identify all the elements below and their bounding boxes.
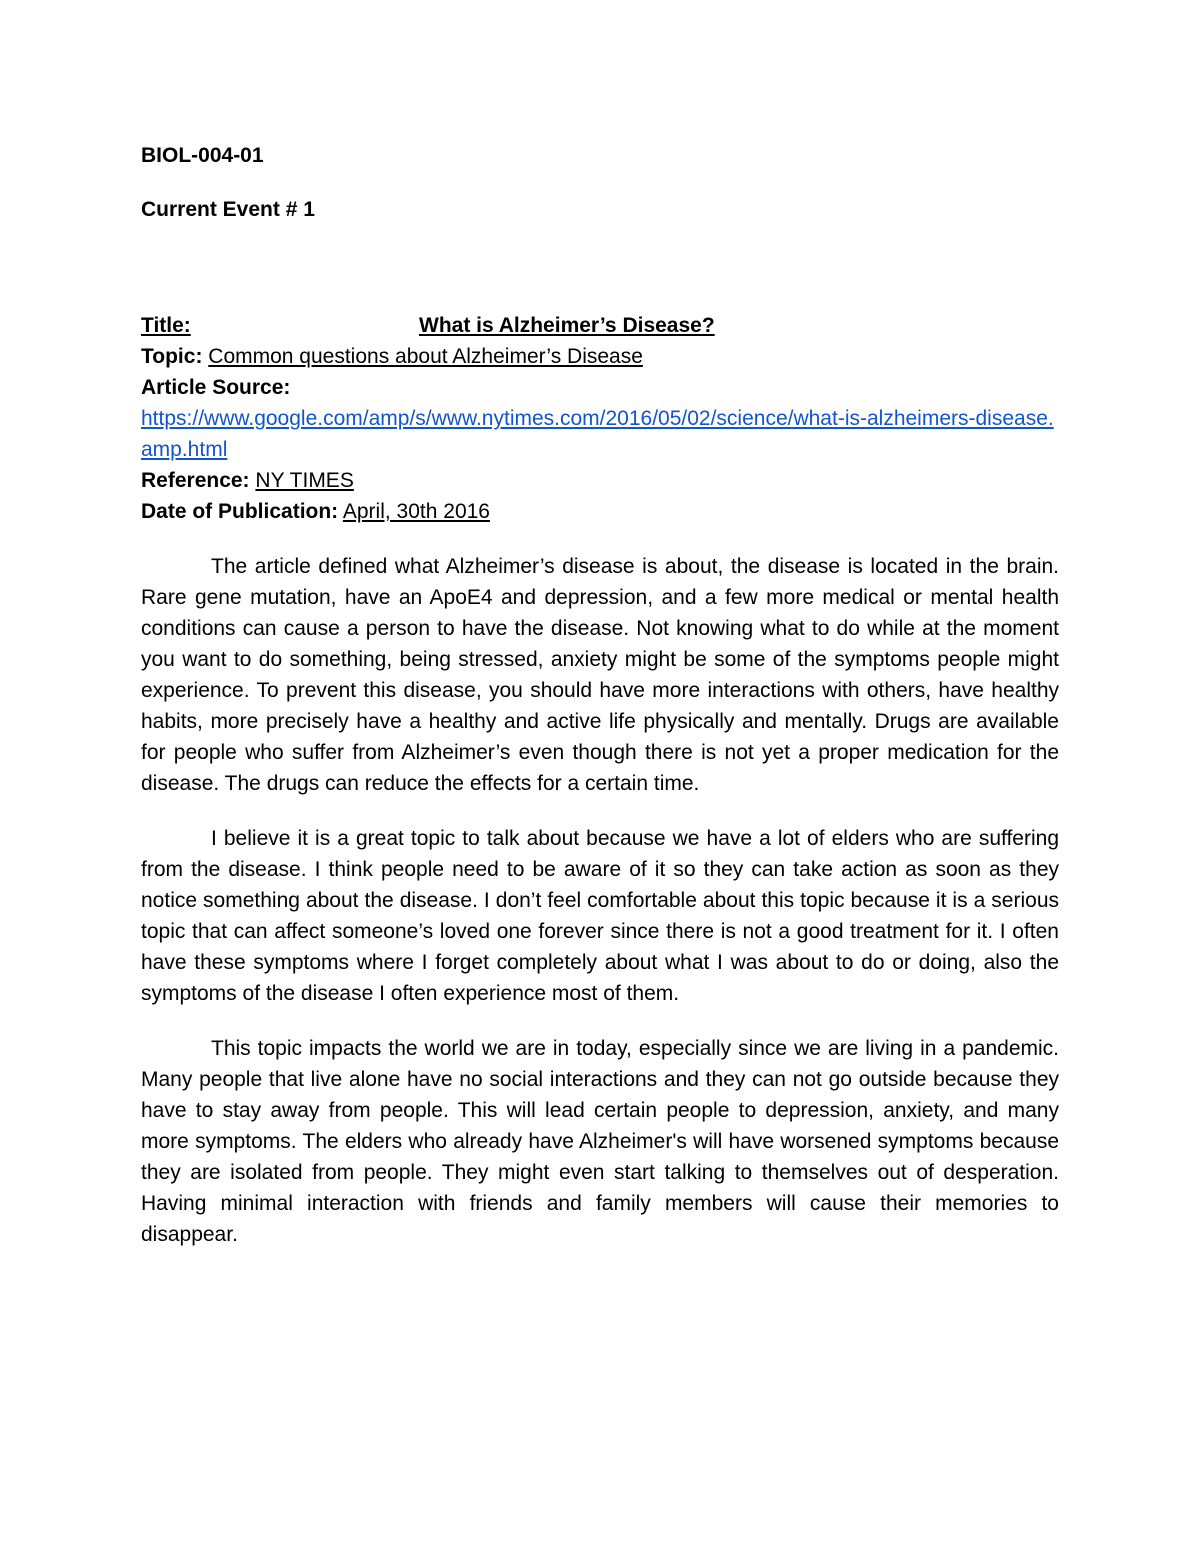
event-title: Current Event # 1	[141, 198, 315, 221]
date-value: April, 30th 2016	[342, 500, 490, 523]
title-row	[141, 310, 1059, 341]
source-label: Article Source:	[141, 376, 291, 399]
reference-row	[141, 465, 1059, 496]
topic-value: Common questions about Alzheimer’s Disease	[208, 345, 643, 368]
topic-label: Topic:	[141, 345, 203, 368]
title-value: What is Alzheimer’s Disease?	[419, 314, 715, 337]
title-label: Title:	[141, 314, 191, 337]
source-link[interactable]: https://www.google.com/amp/s/www.nytimes.com/2016/05/02/science/what-is-alzheimers-disease.amp.html	[141, 407, 1054, 461]
article-meta	[141, 310, 1059, 527]
date-label: Date of Publication:	[141, 500, 339, 523]
topic-row	[141, 341, 1059, 372]
body-paragraph-1: The article defined what Alzheimer’s disease is about, the disease is located in the brain. Rare gene mutation, have an ApoE4 and depression, and a few more medical or mental health conditions can cause a person to have the disease. Not knowing what to do while at the moment you want to do something, being stressed, anxiety might be some of the symptoms people might experience. To prevent this disease, you should have more interactions with others, have healthy habits, more precisely have a healthy and active life physically and mentally. Drugs are available for people who suffer from Alzheimer’s even though there is not yet a proper medication for the disease. The drugs can reduce the effects for a certain time.	[141, 555, 1059, 795]
course-code: BIOL-004-01	[141, 144, 264, 167]
date-row	[141, 496, 1059, 527]
source-row	[141, 372, 1059, 403]
body-paragraph-3: This topic impacts the world we are in today, especially since we are living in a pandemic. Many people that live alone have no social interactions and they can not go outside because they have to stay away from people. This will lead certain people to depression, anxiety, and many more symptoms. The elders who already have Alzheimer's will have worsened symptoms because they are isolated from people. They might even start talking to themselves out of desperation. Having minimal interaction with friends and family members will cause their memories to disappear.	[141, 1037, 1059, 1246]
document-content	[141, 140, 1059, 1250]
body-paragraph-2: I believe it is a great topic to talk about because we have a lot of elders who are suffering from the disease. I think people need to be aware of it so they can take action as soon as they notice something about the disease. I don’t feel comfortable about this topic because it is a serious topic that can affect someone’s loved one forever since there is not a good treatment for it. I often have these symptoms where I forget completely about what I was about to do or doing, also the symptoms of the disease I often experience most of them.	[141, 827, 1059, 1005]
reference-value: NY TIMES	[255, 469, 354, 492]
reference-label: Reference:	[141, 469, 250, 492]
